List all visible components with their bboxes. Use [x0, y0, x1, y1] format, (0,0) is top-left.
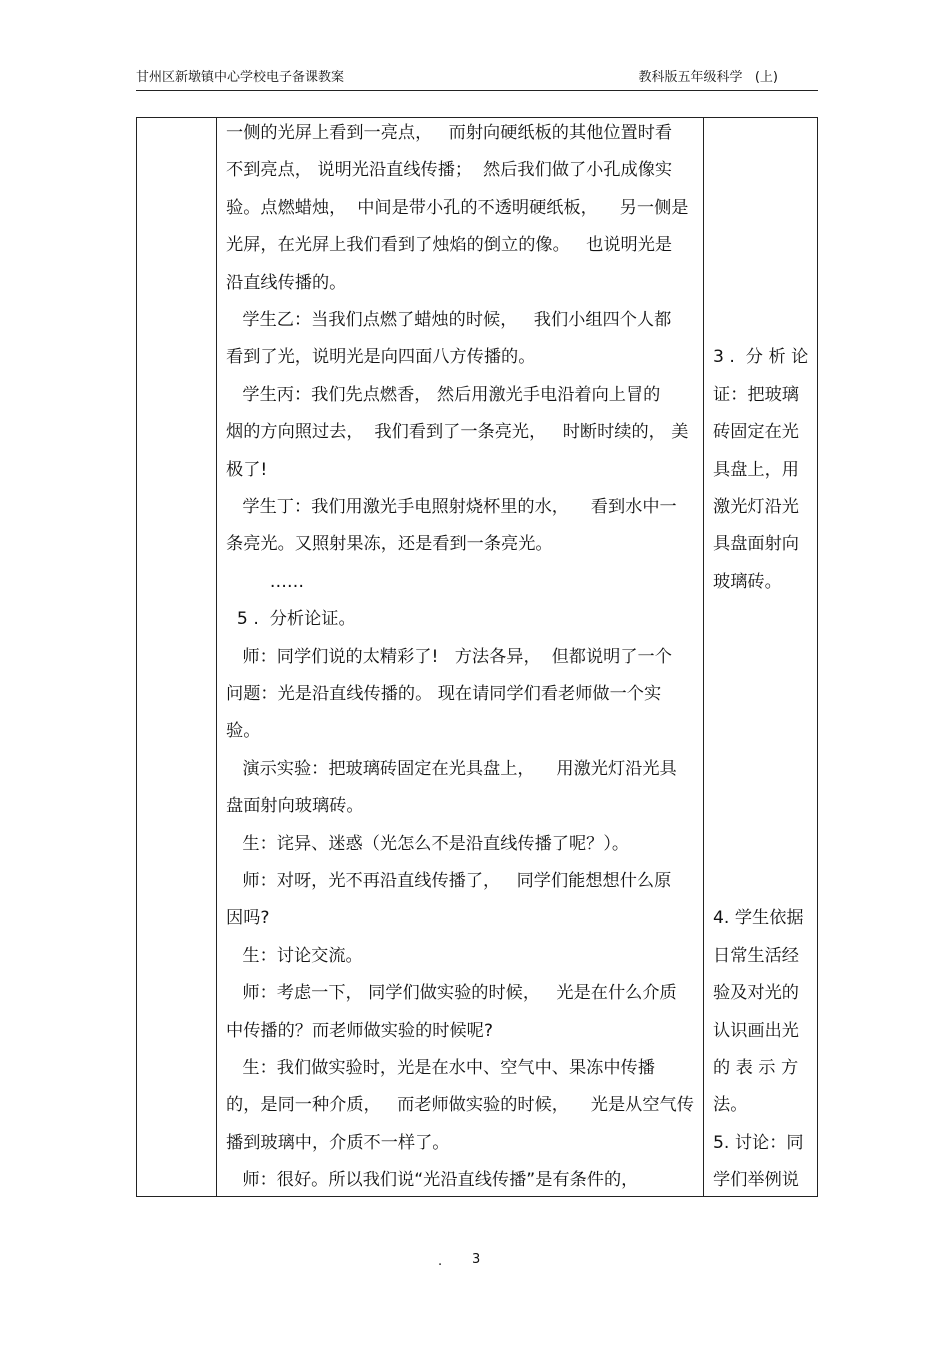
body-text-line: 师：对呀，光不再沿直线传播了， 同学们能想想什么原: [226, 871, 672, 891]
page-header-left: 甘州区新墩镇中心学校电子备课教案: [136, 70, 345, 85]
side-note-line: 3 . 分 析 论: [713, 347, 809, 368]
side-note-line: 玻璃砖。: [713, 571, 782, 592]
side-note-line: 具盘面射向: [713, 534, 799, 555]
side-note-line: 具盘上，用: [713, 459, 799, 480]
header-rule: [136, 90, 818, 91]
side-note-line: 砖固定在光: [713, 422, 799, 443]
body-text-line: 生：诧异、迷惑（光怎么不是沿直线传播了呢？）。: [226, 833, 630, 854]
side-note-line: 验及对光的: [713, 983, 799, 1004]
side-note-line: 法。: [713, 1095, 748, 1116]
body-text-line: 播到玻璃中，介质不一样了。: [226, 1132, 450, 1153]
body-text-line: 极了!: [226, 459, 268, 480]
lesson-table: [136, 117, 818, 1197]
side-note-line: 日常生活经: [713, 945, 799, 966]
body-text-line: 验。点燃蜡烛， 中间是带小孔的不透明硬纸板， 另一侧是: [226, 197, 689, 218]
page-number: 3: [472, 1252, 481, 1267]
body-text-line: 盘面射向玻璃砖。: [226, 796, 364, 817]
footer-dot: .: [438, 1254, 443, 1269]
body-text-line: 看到了光，说明光是向四面八方传播的。: [226, 347, 536, 368]
body-text-line: 因吗?: [226, 908, 270, 929]
body-text-line: 光屏，在光屏上我们看到了烛焰的倒立的像。 也说明光是: [226, 235, 673, 256]
body-text-line: 演示实验：把玻璃砖固定在光具盘上， 用激光灯沿光具: [226, 758, 677, 779]
body-text-line: ……: [226, 571, 305, 592]
side-note-line: 激光灯沿光: [713, 497, 799, 517]
side-note-line: 证：把玻璃: [713, 384, 799, 405]
body-text-line: 学生丁：我们用激光手电照射烧杯里的水， 看到水中一: [226, 497, 677, 517]
body-text-line: 师：考虑一下， 同学们做实验的时候， 光是在什么介质: [226, 983, 677, 1004]
body-text-line: 生：讨论交流。: [226, 945, 363, 966]
body-text-line: 中传播的？而老师做实验的时候呢?: [226, 1020, 493, 1041]
side-note-line: 4. 学生依据: [713, 908, 804, 929]
body-text-line: 不到亮点， 说明光沿直线传播； 然后我们做了小孔成像实: [226, 160, 673, 181]
body-text-line: 的，是同一种介质， 而老师做实验的时候， 光是从空气传: [226, 1095, 694, 1116]
body-text-line: 学生乙：当我们点燃了蜡烛的时候， 我们小组四个人都: [226, 310, 672, 330]
body-text-line: 条亮光。又照射果冻，还是看到一条亮光。: [226, 534, 553, 555]
body-text-line: 师：很好。所以我们说“光沿直线传播”是有条件的，: [226, 1170, 639, 1191]
body-text-line: 烟的方向照过去， 我们看到了一条亮光， 时断时续的， 美: [226, 422, 689, 443]
column-divider-right: [703, 118, 704, 1196]
side-note-line: 的 表 示 方: [713, 1058, 799, 1078]
side-note-line: 学们举例说: [713, 1170, 799, 1191]
body-text-line: 学生丙：我们先点燃香， 然后用激光手电沿着向上冒的: [226, 384, 661, 405]
column-divider-left: [216, 118, 217, 1196]
side-note-line: 认识画出光: [713, 1020, 799, 1041]
side-note-line: 5. 讨论：同: [713, 1132, 804, 1153]
body-text-line: 沿直线传播的。: [226, 272, 347, 293]
body-text-line: 师：同学们说的太精彩了! 方法各异， 但都说明了一个: [226, 646, 672, 667]
body-text-line: 验。: [226, 721, 261, 742]
body-text-line: 生：我们做实验时，光是在水中、空气中、果冻中传播: [226, 1058, 655, 1078]
body-text-line: 5 . 分析论证。: [226, 609, 356, 630]
body-text-line: 问题：光是沿直线传播的。 现在请同学们看老师做一个实: [226, 684, 662, 704]
page-header-right: 教科版五年级科学 (上): [638, 70, 778, 85]
body-text-line: 一侧的光屏上看到一亮点， 而射向硬纸板的其他位置时看: [226, 123, 673, 143]
